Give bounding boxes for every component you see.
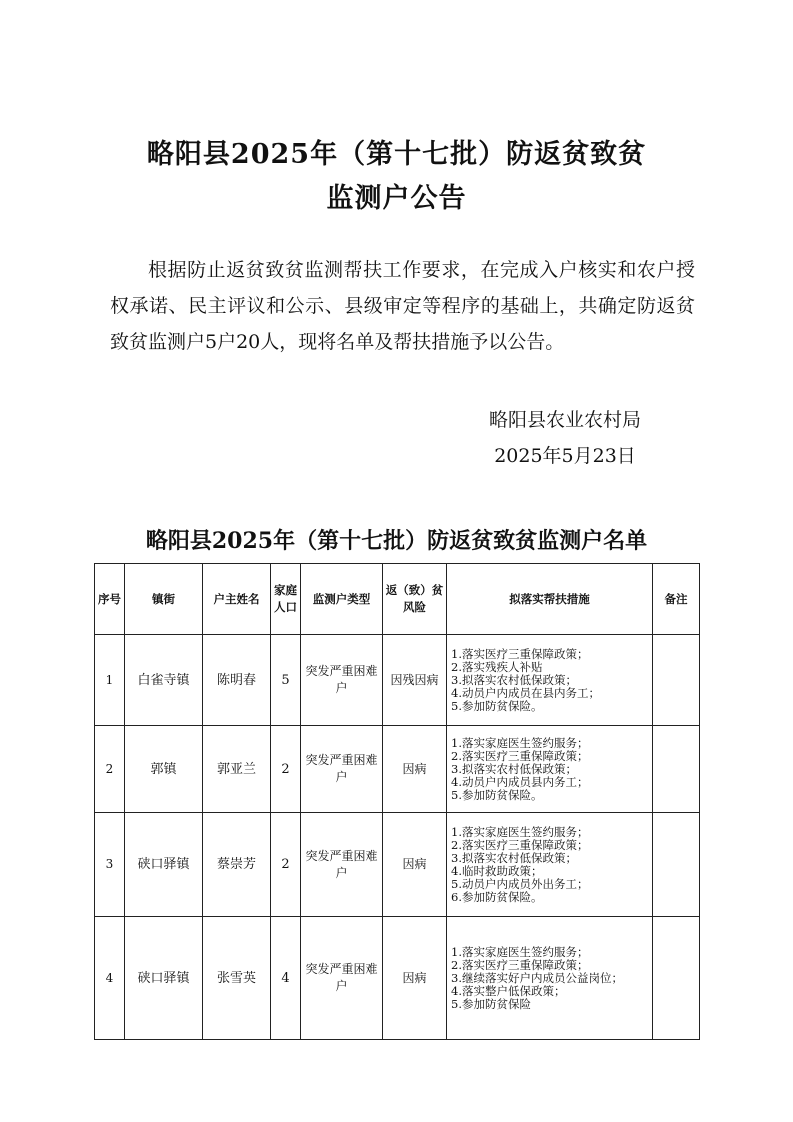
table-row [95,635,700,726]
signoff-block [440,402,690,474]
header-household-type: 监测户类型 [301,564,383,635]
cell-size: 4 [271,917,301,1040]
header-head-name: 户主姓名 [203,564,271,635]
cell-measures [447,813,653,917]
measure-line: 4.动员户内成员在县内务工； [451,685,600,700]
cell-name: 张雪英 [203,917,271,1040]
measure-line: 3.拟落实农村低保政策； [451,850,577,865]
measure-line: 2.落实医疗三重保障政策； [451,957,589,972]
cell-risk: 因病 [383,813,447,917]
cell-seq: 4 [95,917,125,1040]
measure-line: 3.拟落实农村低保政策； [451,761,577,776]
header-seq: 序号 [95,564,125,635]
cell-size: 2 [271,813,301,917]
cell-town: 白雀寺镇 [125,635,203,726]
measure-line: 4.落实整户低保政策； [451,983,566,998]
measure-line: 4.动员户内成员县内务工； [451,774,589,789]
measure-line: 5.参加防贫保险 [451,996,531,1011]
cell-measures [447,726,653,813]
title-line-1: 略阳县2025年（第十七批）防返贫致贫 [146,139,647,170]
cell-name: 蔡崇芳 [203,813,271,917]
cell-remarks [653,726,700,813]
issuer: 略阳县农业农村局 [488,409,641,431]
cell-measures [447,917,653,1040]
issue-date: 2025年5月23日 [494,445,636,467]
measure-line: 2.落实医疗三重保障政策； [451,837,589,852]
measure-line: 3.继续落实好户内成员公益岗位； [451,970,623,985]
title-line-2: 监测户公告 [326,183,467,214]
cell-type: 突发严重困难户 [301,917,383,1040]
document-title [0,133,793,221]
cell-size: 2 [271,726,301,813]
cell-town: 硖口驿镇 [125,917,203,1040]
cell-risk: 因残因病 [383,635,447,726]
header-row [95,564,700,635]
measure-line: 2.落实医疗三重保障政策； [451,748,589,763]
measure-line: 5.参加防贫保险。 [451,787,543,802]
cell-name: 郭亚兰 [203,726,271,813]
cell-risk: 因病 [383,726,447,813]
measure-line: 1.落实医疗三重保障政策； [451,646,589,661]
measure-line: 6.参加防贫保险。 [451,889,543,904]
header-family-size: 家庭人口 [271,564,301,635]
measure-line: 5.参加防贫保险。 [451,698,543,713]
measure-line: 3.拟落实农村低保政策； [451,672,577,687]
cell-type: 突发严重困难户 [301,813,383,917]
cell-seq: 3 [95,813,125,917]
cell-town: 硖口驿镇 [125,813,203,917]
cell-measures [447,635,653,726]
table-row [95,726,700,813]
measure-line: 4.临时救助政策； [451,863,543,878]
cell-type: 突发严重困难户 [301,726,383,813]
roster-table [94,563,700,1040]
table-row [95,917,700,1040]
measure-line: 1.落实家庭医生签约服务； [451,824,589,839]
announcement-paragraph: 根据防止返贫致贫监测帮扶工作要求，在完成入户核实和农户授权承诺、民主评议和公示、县级审定等程序的基础上，共确定防返贫致贫监测户5户20人，现将名单及帮扶措施予以公告。 [110,259,695,353]
cell-size: 5 [271,635,301,726]
cell-remarks [653,635,700,726]
measure-line: 1.落实家庭医生签约服务； [451,944,589,959]
measure-line: 5.动员户内成员外出务工； [451,876,589,891]
cell-remarks [653,813,700,917]
header-remarks: 备注 [653,564,700,635]
cell-name: 陈明春 [203,635,271,726]
cell-remarks [653,917,700,1040]
cell-seq: 1 [95,635,125,726]
cell-risk: 因病 [383,917,447,1040]
measure-line: 1.落实家庭医生签约服务； [451,735,589,750]
header-town: 镇街 [125,564,203,635]
cell-seq: 2 [95,726,125,813]
measure-line: 2.落实残疾人补贴 [451,659,543,674]
cell-town: 郭镇 [125,726,203,813]
roster-title: 略阳县2025年（第十七批）防返贫致贫监测户名单 [145,528,648,554]
cell-type: 突发严重困难户 [301,635,383,726]
header-risk: 返（致）贫风险 [383,564,447,635]
header-measures: 拟落实帮扶措施 [447,564,653,635]
table-row [95,813,700,917]
